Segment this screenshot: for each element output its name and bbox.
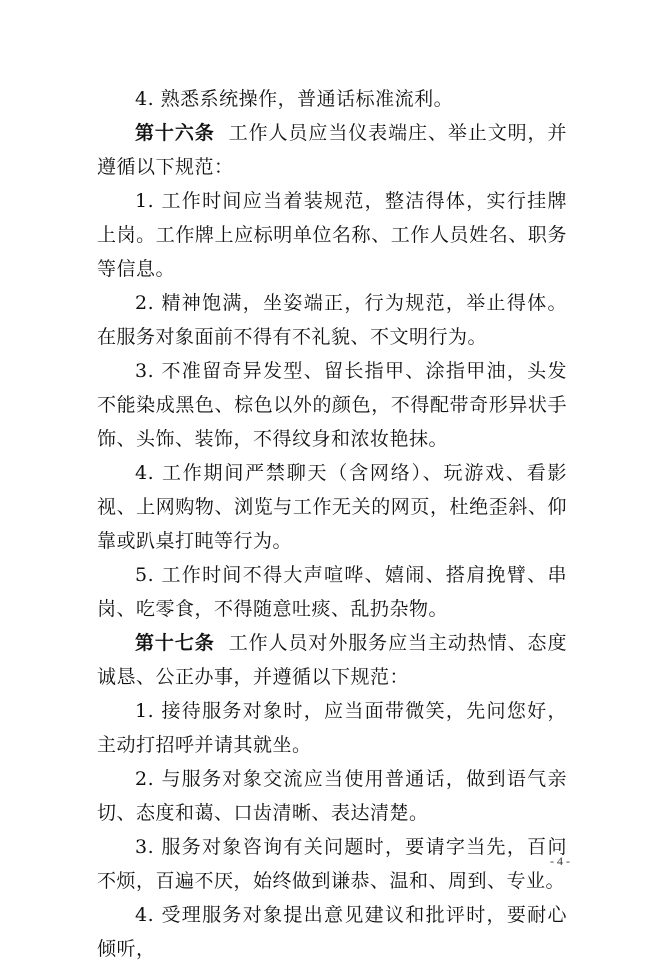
document-body xyxy=(97,82,567,966)
article-16 xyxy=(97,116,567,184)
page-number: - 4 - xyxy=(550,854,570,868)
paragraph-text: 工作人员应当仪表端庄、举止文明，并遵循以下规范： xyxy=(97,122,567,178)
paragraph-1 xyxy=(97,82,567,116)
paragraph-7 xyxy=(97,558,567,626)
paragraph-text: 工作人员对外服务应当主动热情、态度诚恳、公正办事，并遵循以下规范： xyxy=(97,632,567,688)
paragraph-text: 3. 不准留奇异发型、留长指甲、涂指甲油，头发不能染成黑色、棕色以外的颜色，不得配带奇形异状手饰、头饰、装饰，不得纹身和浓妆艳抹。 xyxy=(97,360,567,450)
paragraph-text: 2. 精神饱满，坐姿端正，行为规范，举止得体。在服务对象面前不得有不礼貌、不文明行为。 xyxy=(97,292,567,348)
article-heading: 第十七条 xyxy=(135,632,215,654)
paragraph-text: 1. 接待服务对象时，应当面带微笑，先问您好，主动打招呼并请其就坐。 xyxy=(97,700,567,756)
paragraph-5 xyxy=(97,354,567,456)
paragraph-text: 4. 工作期间严禁聊天（含网络）、玩游戏、看影视、上网购物、浏览与工作无关的网页，杜绝歪斜、仰靠或趴桌打盹等行为。 xyxy=(97,462,567,552)
article-17 xyxy=(97,626,567,694)
paragraph-6 xyxy=(97,456,567,558)
paragraph-10 xyxy=(97,762,567,830)
paragraph-text: 4. 受理服务对象提出意见建议和批评时，要耐心倾听， xyxy=(97,904,567,960)
paragraph-text: 5. 工作时间不得大声喧哗、嬉闹、搭肩挽臂、串岗、吃零食，不得随意吐痰、乱扔杂物。 xyxy=(97,564,567,620)
paragraph-text: 4. 熟悉系统操作，普通话标准流利。 xyxy=(135,88,454,110)
paragraph-9 xyxy=(97,694,567,762)
paragraph-4 xyxy=(97,286,567,354)
paragraph-12 xyxy=(97,898,567,966)
paragraph-11 xyxy=(97,830,567,898)
paragraph-text: 2. 与服务对象交流应当使用普通话，做到语气亲切、态度和蔼、口齿清晰、表达清楚。 xyxy=(97,768,567,824)
paragraph-text: 3. 服务对象咨询有关问题时，要请字当先，百问不烦，百遍不厌，始终做到谦恭、温和、周到、专业。 xyxy=(97,836,567,892)
article-heading: 第十六条 xyxy=(135,122,215,144)
paragraph-3 xyxy=(97,184,567,286)
paragraph-text: 1. 工作时间应当着装规范，整洁得体，实行挂牌上岗。工作牌上应标明单位名称、工作人员姓名、职务等信息。 xyxy=(97,190,567,280)
